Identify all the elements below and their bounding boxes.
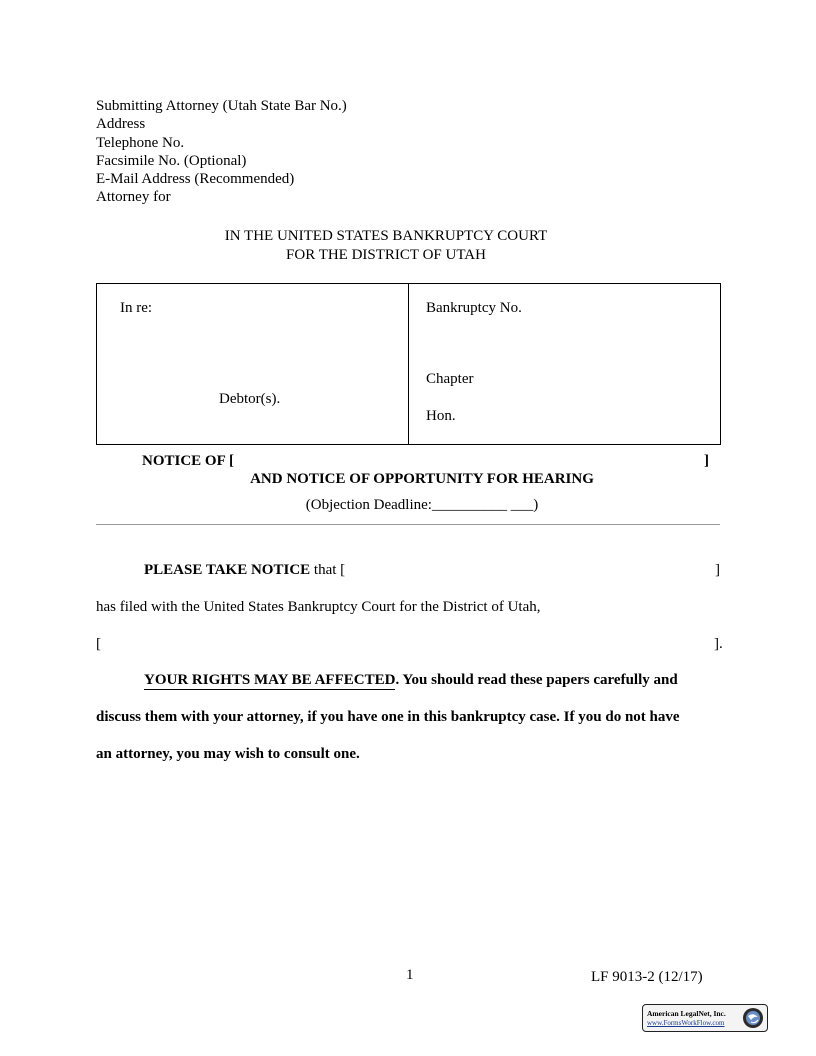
debtor-label: Debtor(s).: [219, 391, 281, 407]
attorney-block: [96, 97, 347, 207]
american-legalnet-logo[interactable]: [642, 1004, 768, 1032]
rights-line-1: [144, 672, 678, 689]
motion-close-bracket: ].: [714, 636, 723, 652]
court-heading: [96, 227, 676, 264]
motion-open-bracket: [: [96, 636, 101, 652]
attorney-fax-line: Facsimile No. (Optional): [96, 152, 247, 169]
rights-text-1: . You should read these papers carefully and: [395, 672, 678, 688]
rights-line-3: an attorney, you may wish to consult one.: [96, 746, 360, 762]
logo-url-link[interactable]: www.FormsWorkFlow.com: [647, 1019, 725, 1027]
in-re-label: In re:: [120, 300, 153, 316]
case-caption-box: [96, 283, 721, 445]
court-name: IN THE UNITED STATES BANKRUPTCY COURT: [224, 228, 548, 244]
attorney-address-line: Address: [96, 116, 146, 133]
please-take-notice-line: [144, 562, 345, 579]
rights-heading: YOUR RIGHTS MAY BE AFFECTED: [144, 672, 396, 688]
court-district: FOR THE DISTRICT OF UTAH: [286, 246, 486, 263]
notice-opportunity-heading: AND NOTICE OF OPPORTUNITY FOR HEARING: [250, 471, 594, 487]
chapter-label: Chapter: [426, 371, 474, 387]
attorney-email-line: E-Mail Address (Recommended): [96, 171, 295, 188]
globe-icon: [742, 1007, 764, 1029]
logo-company-name: American LegalNet, Inc.: [647, 1009, 726, 1018]
attorney-name-line: Submitting Attorney (Utah State Bar No.): [96, 98, 347, 114]
please-take-notice-close-bracket: ]: [715, 562, 720, 578]
objection-deadline: (Objection Deadline:__________ ___): [305, 497, 539, 513]
notice-of-close-bracket: ]: [704, 453, 709, 469]
has-filed-line: has filed with the United States Bankruptcy Court for the District of Utah,: [96, 599, 541, 615]
bankruptcy-no-label: Bankruptcy No.: [426, 300, 522, 316]
attorney-for-line: Attorney for: [96, 189, 171, 206]
caption-divider: [408, 284, 409, 444]
page-number: 1: [406, 967, 414, 983]
that-bracket: that [: [310, 562, 346, 578]
title-divider-rule: [96, 524, 720, 525]
please-take-notice-label: PLEASE TAKE NOTICE: [144, 562, 311, 578]
notice-of-prefix: NOTICE OF [: [142, 453, 234, 469]
form-identifier: LF 9013-2 (12/17): [591, 969, 703, 985]
rights-line-2: discuss them with your attorney, if you have one in this bankruptcy case. If you do not have: [96, 709, 680, 725]
attorney-telephone-line: Telephone No.: [96, 134, 185, 151]
judge-label: Hon.: [426, 408, 456, 424]
